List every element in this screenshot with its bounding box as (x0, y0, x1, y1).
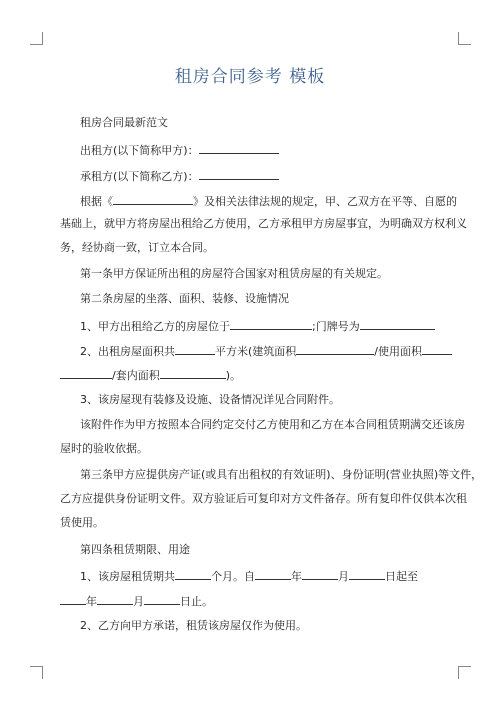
end-day-label: 日止。 (180, 595, 213, 608)
paragraph-line: 屋时的验收依据。 (60, 442, 148, 455)
year-label: 年 (291, 570, 302, 583)
usable-area-label: /使用面积 (374, 345, 423, 358)
lessor-label: 出租方(以下简称甲方)： (80, 144, 199, 157)
inner-area-blank[interactable] (160, 367, 226, 379)
usage-line: 2、乙方向甲方承诺，租赁该房屋仅作为使用。 (80, 619, 307, 632)
corner-mark-top-left (30, 32, 43, 45)
location-line (80, 318, 450, 334)
start-month-blank[interactable] (302, 568, 338, 580)
building-area-label: 平方米(建筑面积 (215, 345, 297, 358)
basis-text-b: 》及相关法律法规的规定，甲、乙双方在平等、自愿的 (193, 195, 457, 208)
end-year-label: 年 (86, 595, 97, 608)
from-label: 个月。自 (211, 570, 255, 583)
area-line (80, 343, 450, 359)
area-line-end: )。 (225, 369, 242, 382)
total-area-blank[interactable] (175, 343, 215, 355)
article-three: 第三条甲方应提供房产证(或具有出租权的有效证明)、身份证明(营业执照)等文件， (80, 468, 483, 481)
end-year-blank[interactable] (60, 593, 86, 605)
paragraph-line: 乙方应提供身份证明文件。双方验证后可复印对方文件备存。所有复印件仅供本次租 (60, 492, 467, 505)
paragraph-line: 务，经协商一致，订立本合同。 (60, 241, 214, 254)
paragraph-subtitle: 租房合同最新范文 (80, 116, 168, 129)
usable-area-blank-continued[interactable] (60, 367, 112, 379)
start-year-blank[interactable] (255, 568, 291, 580)
end-month-label: 月 (133, 595, 144, 608)
lessor-line (80, 142, 450, 158)
article-two-heading: 第二条房屋的坐落、面积、装修、设施情况 (80, 292, 289, 305)
paragraph-line: 赁使用。 (60, 516, 104, 529)
article-one: 第一条甲方保证所出租的房屋符合国家对租赁房屋的有关规定。 (80, 267, 388, 280)
usable-area-blank[interactable] (422, 343, 452, 355)
term-line (80, 568, 450, 584)
location-label: 1、甲方出租给乙方的房屋位于 (80, 320, 230, 333)
door-number-blank[interactable] (360, 318, 435, 330)
area-label: 2、出租房屋面积共 (80, 345, 175, 358)
basis-line (80, 193, 457, 209)
location-blank[interactable] (230, 318, 312, 330)
term-line-continued (60, 593, 450, 609)
paragraph-line: 该附件作为甲方按照本合同约定交付乙方使用和乙方在本合同租赁期满交还该房 (80, 418, 465, 431)
corner-mark-bottom-right (458, 666, 471, 679)
month-label: 月 (338, 570, 349, 583)
area-line-continued (60, 367, 450, 383)
inner-area-label: /套内面积 (112, 369, 160, 382)
lessee-line (80, 168, 450, 184)
end-day-blank[interactable] (144, 593, 180, 605)
lessee-label: 承租方(以下简称乙方)： (80, 170, 199, 183)
day-until-label: 日起至 (385, 570, 418, 583)
document-title: 租房合同参考 模板 (174, 67, 326, 87)
lessor-blank[interactable] (199, 142, 279, 154)
months-blank[interactable] (175, 568, 211, 580)
basis-text-a: 根据《 (80, 195, 113, 208)
paragraph-line: 基础上，就甲方将房屋出租给乙方使用，乙方承租甲方房屋事宜，为明确双方权利义 (60, 217, 467, 230)
start-day-blank[interactable] (349, 568, 385, 580)
law-name-blank[interactable] (113, 193, 193, 205)
lessee-blank[interactable] (199, 168, 279, 180)
article-four-heading: 第四条租赁期限、用途 (80, 543, 190, 556)
building-area-blank[interactable] (296, 343, 374, 355)
corner-mark-top-right (458, 32, 471, 45)
facilities-line: 3、该房屋现有装修及设施、设备情况详见合同附件。 (80, 393, 340, 406)
end-month-blank[interactable] (97, 593, 133, 605)
door-number-label: ;门牌号为 (312, 320, 360, 333)
corner-mark-bottom-left (30, 666, 43, 679)
term-label: 1、该房屋租赁期共 (80, 570, 175, 583)
